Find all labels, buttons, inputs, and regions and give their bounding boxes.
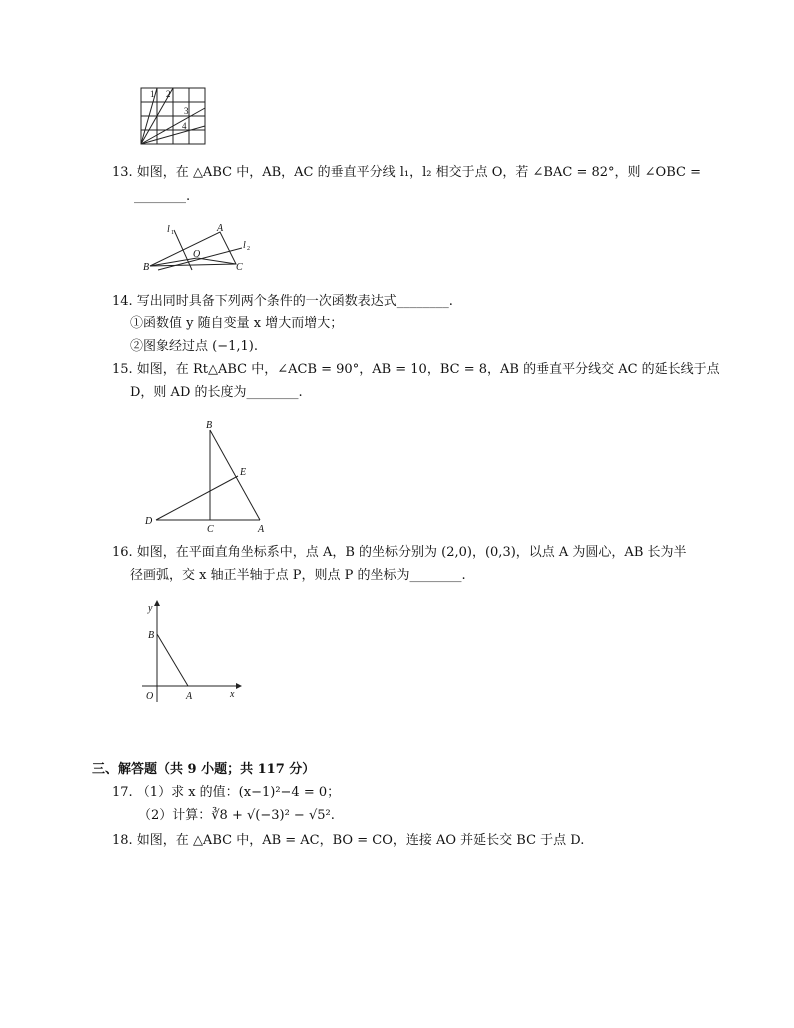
- q16-label-O: O: [146, 691, 154, 702]
- grid-figure: [138, 86, 208, 146]
- q13-line1: 13. 如图，在 △ABC 中，AB，AC 的垂直平分线 l₁，l₂ 相交于点 O，若 ∠BAC = 82°，则 ∠OBC =: [112, 165, 701, 180]
- q13-label-A: A: [217, 223, 224, 234]
- q16-line1: 16. 如图，在平面直角坐标系中，点 A，B 的坐标分别为 (2,0)，(0,3)，以点 A 为圆心，AB 长为半: [112, 545, 687, 560]
- q13-label-l2-sub: 2: [247, 246, 250, 252]
- segment-DE: [156, 476, 238, 520]
- q15-label-D: D: [145, 516, 153, 527]
- q14-cond2: ②图象经过点 (−1,1).: [130, 339, 258, 354]
- q13-line2: ________.: [134, 189, 191, 204]
- grid-label-1: 1: [150, 89, 155, 99]
- q13-label-C: C: [236, 262, 243, 273]
- x-axis-arrow: [236, 683, 242, 689]
- q16-label-B: B: [148, 630, 155, 641]
- q16-label-A: A: [186, 691, 193, 702]
- q13-figure: [140, 220, 255, 275]
- segment-AB: [157, 634, 188, 686]
- q15-label-E: E: [240, 467, 247, 478]
- q15-line2: D，则 AD 的长度为________.: [130, 385, 303, 400]
- q15-line1: 15. 如图，在 Rt△ABC 中，∠ACB = 90°，AB = 10，BC = 8，AB 的垂直平分线交 AC 的延长线于点: [112, 362, 720, 377]
- q16-label-x: x: [230, 689, 235, 700]
- grid-label-4: 4: [182, 121, 187, 131]
- q13-label-l1-sub: 1: [171, 230, 174, 236]
- q13-label-O: O: [193, 249, 201, 260]
- q18-line1: 18. 如图，在 △ABC 中，AB = AC，BO = CO，连接 AO 并延长交 BC 于点 D.: [112, 833, 585, 848]
- q15-label-C: C: [207, 524, 214, 535]
- q17-part1: 17. （1）求 x 的值：(x−1)²−4 = 0；: [112, 785, 341, 800]
- q15-figure: [142, 418, 274, 536]
- section3-title: 三、解答题（共 9 小题；共 117 分）: [92, 762, 316, 777]
- y-axis-arrow: [154, 600, 160, 606]
- q17-part2: （2）计算：∛8 + √(−3)² − √5².: [138, 808, 335, 823]
- q13-label-l1: l: [167, 224, 170, 235]
- q13-label-B: B: [143, 262, 150, 273]
- q16-figure: [138, 600, 250, 708]
- segment-AB: [210, 430, 260, 520]
- q15-label-A: A: [258, 524, 265, 535]
- grid-label-2: 2: [166, 89, 171, 99]
- q14-line1: 14. 写出同时具备下列两个条件的一次函数表达式________.: [112, 294, 453, 309]
- q13-label-l2: l: [243, 240, 246, 251]
- q14-cond1: ①函数值 y 随自变量 x 增大而增大；: [130, 316, 344, 331]
- q15-label-B: B: [206, 420, 213, 431]
- q16-label-y: y: [148, 603, 153, 614]
- line-l1: [174, 230, 192, 270]
- q16-line2: 径画弧，交 x 轴正半轴于点 P，则点 P 的坐标为________.: [130, 568, 466, 583]
- grid-label-3: 3: [184, 106, 189, 116]
